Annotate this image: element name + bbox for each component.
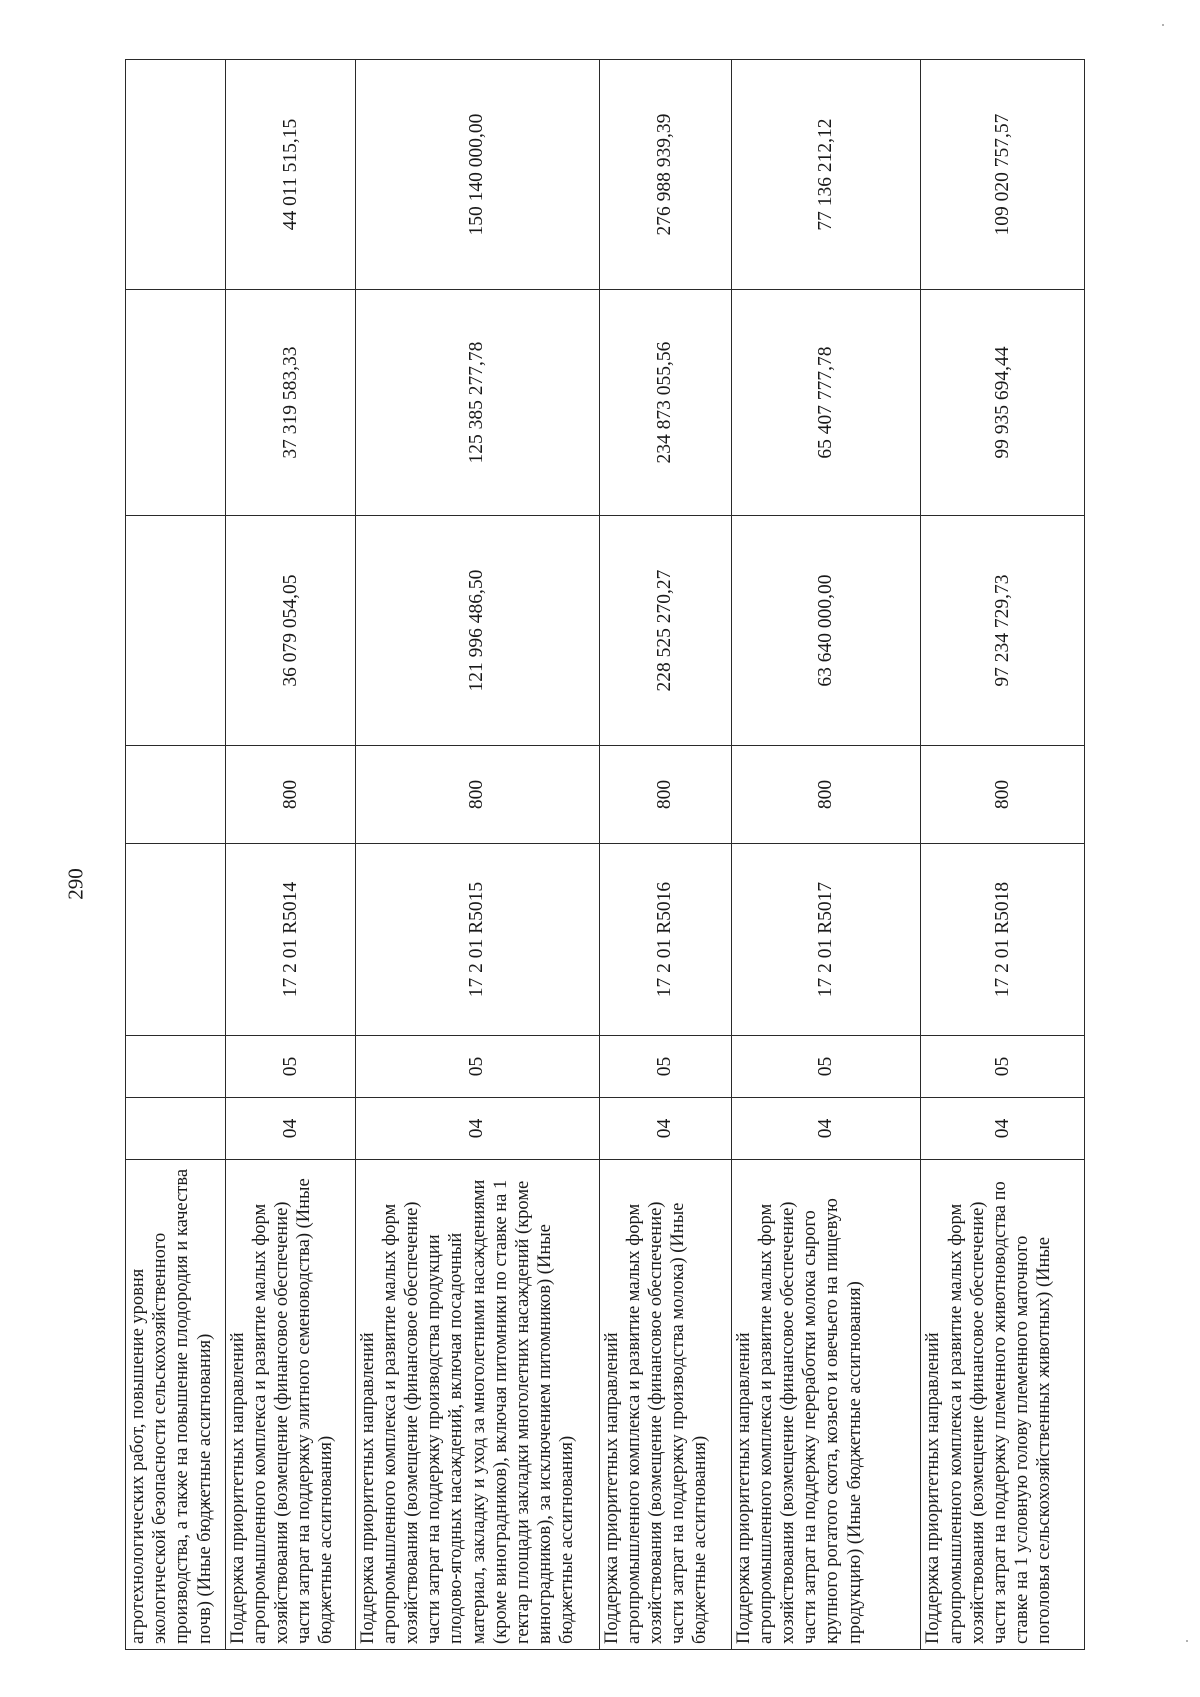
cell-target-article: 17 2 01 R5016 xyxy=(599,844,731,1036)
cell-subsection: 05 xyxy=(355,1036,599,1098)
cell-target-article: 17 2 01 R5017 xyxy=(731,844,921,1036)
rotated-table-container xyxy=(125,60,1085,1650)
cell-amount-year-1: 228 525 270,27 xyxy=(599,516,731,746)
cell-amount-year-3: 77 136 212,12 xyxy=(731,60,921,290)
cell-subsection xyxy=(126,1036,226,1098)
budget-table xyxy=(125,59,1085,1650)
table-row xyxy=(731,60,921,1650)
cell-target-article: 17 2 01 R5018 xyxy=(921,844,1085,1036)
table-row xyxy=(921,60,1085,1650)
cell-amount-year-3: 109 020 757,57 xyxy=(921,60,1085,290)
cell-target-article: 17 2 01 R5015 xyxy=(355,844,599,1036)
table-row xyxy=(355,60,599,1650)
cell-amount-year-1: 36 079 054,05 xyxy=(225,516,355,746)
cell-description: агротехнологических работ, повышение уровня экологической безопасности сельскохозяйственного производства, а также на повышение плодородия и качества почв) (Иные бюджетные ассигнования) xyxy=(126,1160,226,1650)
cell-section: 04 xyxy=(731,1098,921,1160)
cell-expense-type: 800 xyxy=(921,746,1085,844)
cell-amount-year-1: 121 996 486,50 xyxy=(355,516,599,746)
cell-amount-year-2 xyxy=(126,290,226,516)
cell-subsection: 05 xyxy=(225,1036,355,1098)
cell-description: Поддержка приоритетных направлений агропромышленного комплекса и развитие малых форм хозяйствования (возмещение (финансовое обеспечение) части затрат на поддержку элитного семеноводства) (Иные бюджетные ассигнования) xyxy=(225,1160,355,1650)
cell-amount-year-2: 125 385 277,78 xyxy=(355,290,599,516)
cell-description: Поддержка приоритетных направлений агропромышленного комплекса и развитие малых форм хозяйствования (возмещение (финансовое обеспечение) части затрат на поддержку производства молока) (Иные бюджетные ассигнования) xyxy=(599,1160,731,1650)
cell-expense-type: 800 xyxy=(731,746,921,844)
cell-section xyxy=(126,1098,226,1160)
cell-expense-type xyxy=(126,746,226,844)
cell-subsection: 05 xyxy=(731,1036,921,1098)
cell-amount-year-1: 63 640 000,00 xyxy=(731,516,921,746)
cell-expense-type: 800 xyxy=(599,746,731,844)
cell-amount-year-2: 234 873 055,56 xyxy=(599,290,731,516)
cell-section: 04 xyxy=(355,1098,599,1160)
cell-amount-year-3: 150 140 000,00 xyxy=(355,60,599,290)
cell-expense-type: 800 xyxy=(225,746,355,844)
cell-amount-year-2: 99 935 694,44 xyxy=(921,290,1085,516)
table-row xyxy=(599,60,731,1650)
cell-amount-year-1 xyxy=(126,516,226,746)
cell-amount-year-3 xyxy=(126,60,226,290)
cell-amount-year-2: 37 319 583,33 xyxy=(225,290,355,516)
cell-target-article xyxy=(126,844,226,1036)
cell-amount-year-1: 97 234 729,73 xyxy=(921,516,1085,746)
cell-amount-year-3: 276 988 939,39 xyxy=(599,60,731,290)
table-row xyxy=(225,60,355,1650)
cell-section: 04 xyxy=(921,1098,1085,1160)
cell-expense-type: 800 xyxy=(355,746,599,844)
table-row xyxy=(126,60,226,1650)
cell-section: 04 xyxy=(225,1098,355,1160)
scan-speck xyxy=(1162,24,1164,26)
cell-amount-year-2: 65 407 777,78 xyxy=(731,290,921,516)
table-body xyxy=(126,60,1085,1650)
cell-target-article: 17 2 01 R5014 xyxy=(225,844,355,1036)
cell-description: Поддержка приоритетных направлений агропромышленного комплекса и развитие малых форм хозяйствования (возмещение (финансовое обеспечение) части затрат на поддержку производства продукции плодово-ягодных насаждений, включая посадочный материал, закладку и уход за многолетними насаждениями (кроме виноградников), включая питомники по ставке на 1 гектар площади закладки многолетних насаждений (кроме виноградников), за исключением питомников) (Иные бюджетные ассигнования) xyxy=(355,1160,599,1650)
cell-section: 04 xyxy=(599,1098,731,1160)
cell-description: Поддержка приоритетных направлений агропромышленного комплекса и развитие малых форм хозяйствования (возмещение (финансовое обеспечение) части затрат на поддержку племенного животноводства по ставке на 1 условную голову племенного маточного поголовья сельскохозяйственных животных) (Иные xyxy=(921,1160,1085,1650)
cell-subsection: 05 xyxy=(921,1036,1085,1098)
cell-amount-year-3: 44 011 515,15 xyxy=(225,60,355,290)
cell-description: Поддержка приоритетных направлений агропромышленного комплекса и развитие малых форм хозяйствования (возмещение (финансовое обеспечение) части затрат на поддержку переработки молока сырого крупного рогатого скота, козьего и овечьего на пищевую продукцию) (Иные бюджетные ассигнования) xyxy=(731,1160,921,1650)
scan-speck xyxy=(1186,1640,1188,1642)
cell-subsection: 05 xyxy=(599,1036,731,1098)
page-number: 290 xyxy=(63,868,88,900)
